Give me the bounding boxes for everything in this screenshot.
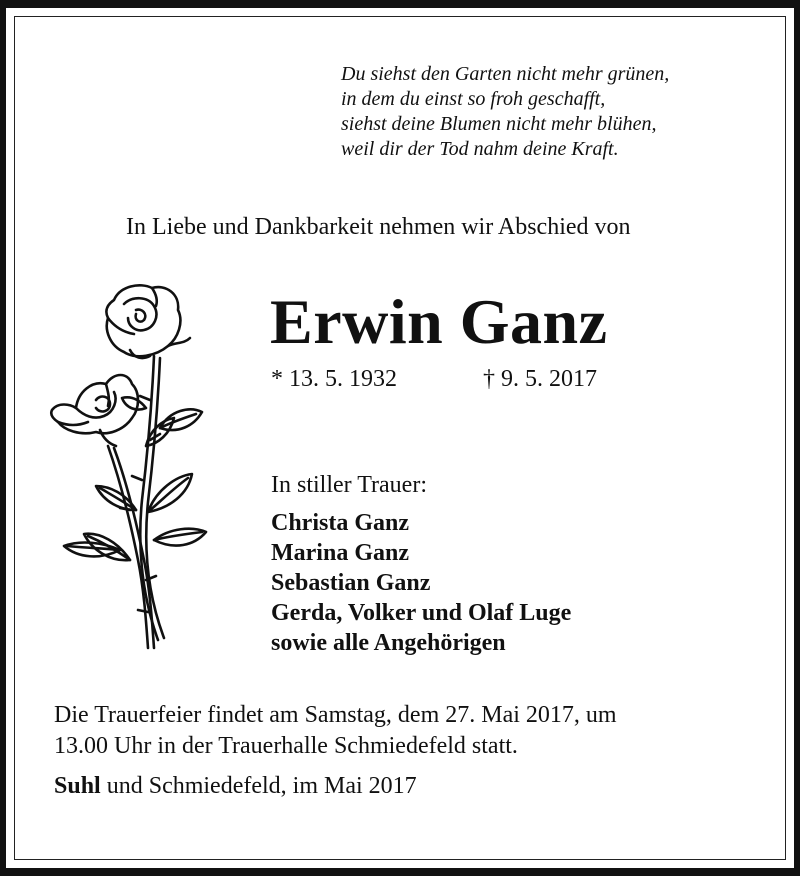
poem xyxy=(341,62,669,162)
place-bold: Suhl xyxy=(54,773,101,799)
mourner-name: Sebastian Ganz xyxy=(271,570,431,596)
mourner-name: Gerda, Volker und Olaf Luge xyxy=(271,600,572,626)
poem-line: in dem du einst so froh geschafft, xyxy=(341,88,606,110)
service-line: 13.00 Uhr in der Trauerhalle Schmiedefeld statt. xyxy=(54,733,518,759)
poem-line: weil dir der Tod nahm deine Kraft. xyxy=(341,138,619,160)
mourner-name: Christa Ganz xyxy=(271,510,409,536)
mourning-label: In stiller Trauer: xyxy=(271,472,427,498)
funeral-service-info xyxy=(54,700,617,762)
poem-line: siehst deine Blumen nicht mehr blühen, xyxy=(341,113,657,135)
rose-illustration-icon xyxy=(44,280,219,655)
life-dates xyxy=(271,366,597,393)
poem-line: Du siehst den Garten nicht mehr grünen, xyxy=(341,63,670,85)
mourner-name: Marina Ganz xyxy=(271,540,409,566)
farewell-intro: In Liebe und Dankbarkeit nehmen wir Abschied von xyxy=(126,214,631,240)
mourner-name: sowie alle Angehörigen xyxy=(271,630,506,656)
deceased-name: Erwin Ganz xyxy=(270,286,608,357)
place-and-date xyxy=(54,773,417,800)
service-line: Die Trauerfeier findet am Samstag, dem 27. Mai 2017, um xyxy=(54,702,617,728)
place-date-rest: und Schmiedefeld, im Mai 2017 xyxy=(100,773,417,799)
death-date: † 9. 5. 2017 xyxy=(483,366,597,392)
birth-date: * 13. 5. 1932 xyxy=(271,366,397,392)
mourners-list xyxy=(271,508,571,658)
